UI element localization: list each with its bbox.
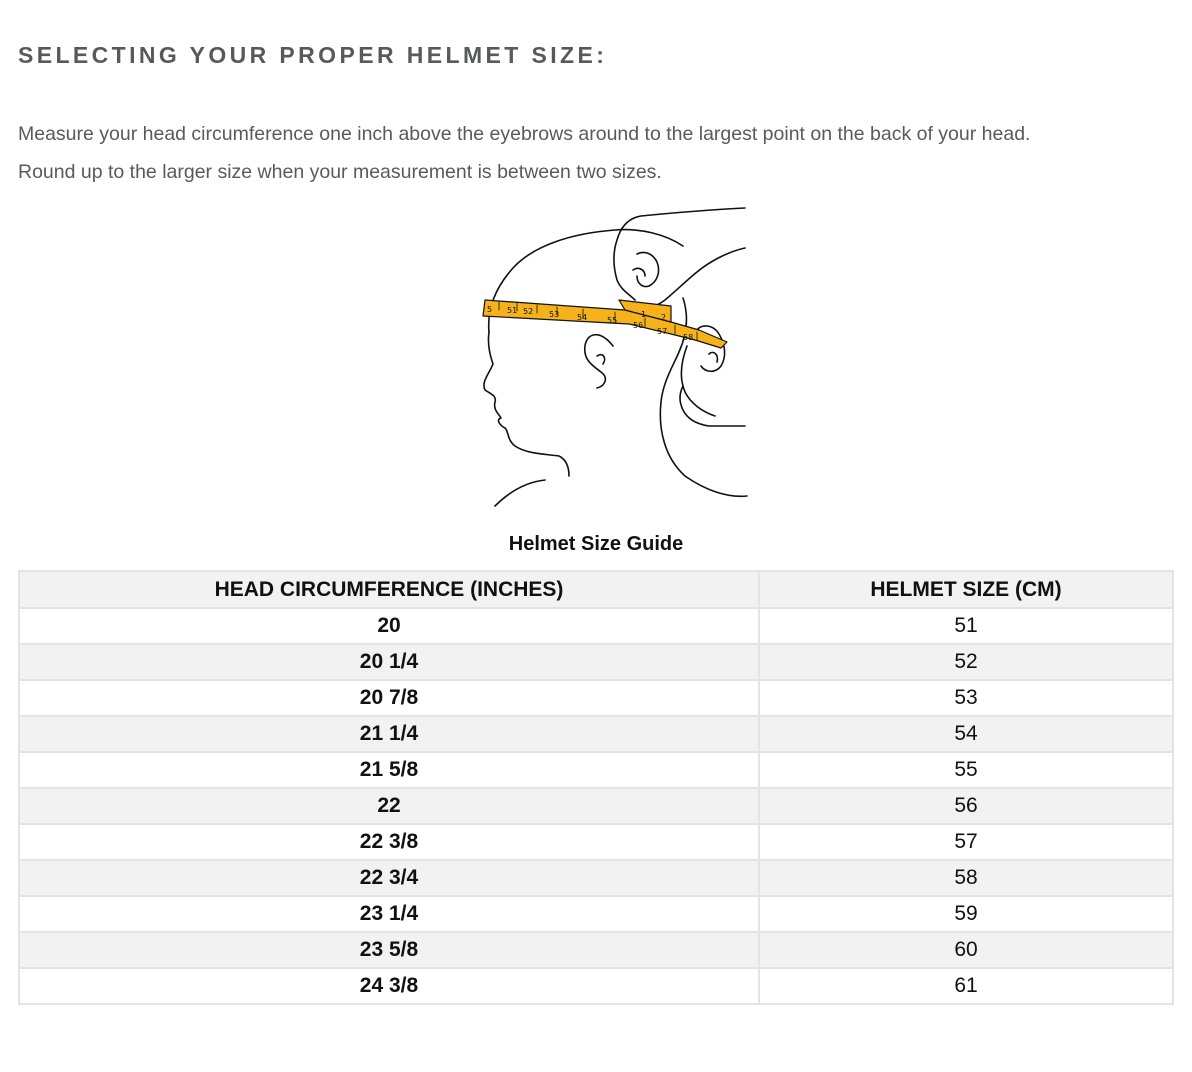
table-row: [19, 968, 1173, 1004]
cm-cell: 51: [759, 608, 1173, 644]
svg-text:51: 51: [507, 306, 518, 315]
table-row: [19, 644, 1173, 680]
inches-cell: 20 7/8: [19, 680, 759, 716]
cm-cell: 58: [759, 860, 1173, 896]
svg-text:53: 53: [549, 310, 560, 319]
cm-cell: 55: [759, 752, 1173, 788]
svg-text:52: 52: [523, 307, 534, 316]
cm-cell: 61: [759, 968, 1173, 1004]
table-row: [19, 932, 1173, 968]
cm-cell: 59: [759, 896, 1173, 932]
svg-text:5: 5: [487, 305, 493, 314]
head-measuring-illustration: [465, 206, 755, 512]
svg-text:1: 1: [641, 310, 647, 319]
head-measuring-tape-illustration-icon: [465, 206, 755, 512]
inches-cell: 23 1/4: [19, 896, 759, 932]
inches-cell: 24 3/8: [19, 968, 759, 1004]
svg-text:54: 54: [577, 313, 588, 322]
cm-cell: 54: [759, 716, 1173, 752]
intro-line-1: Measure your head circumference one inch above the eyebrows around to the largest point on the back of your head.: [18, 123, 1031, 145]
table-row: [19, 860, 1173, 896]
cm-cell: 57: [759, 824, 1173, 860]
page-heading: SELECTING YOUR PROPER HELMET SIZE:: [18, 42, 608, 68]
cm-cell: 56: [759, 788, 1173, 824]
table-header-row: [19, 571, 1173, 608]
header-helmet-size: HELMET SIZE (CM): [759, 571, 1173, 608]
table-caption: Helmet Size Guide: [508, 533, 684, 555]
svg-text:56: 56: [633, 321, 644, 330]
table-row: [19, 824, 1173, 860]
helmet-size-table: [18, 570, 1174, 1005]
table-row: [19, 752, 1173, 788]
inches-cell: 20 1/4: [19, 644, 759, 680]
svg-text:58: 58: [683, 333, 694, 342]
inches-cell: 20: [19, 608, 759, 644]
intro-line-2: Round up to the larger size when your measurement is between two sizes.: [18, 161, 662, 183]
table-row: [19, 608, 1173, 644]
cm-cell: 52: [759, 644, 1173, 680]
inches-cell: 22 3/8: [19, 824, 759, 860]
cm-cell: 53: [759, 680, 1173, 716]
header-head-circumference: HEAD CIRCUMFERENCE (INCHES): [19, 571, 759, 608]
inches-cell: 22: [19, 788, 759, 824]
table-row: [19, 716, 1173, 752]
table-row: [19, 788, 1173, 824]
inches-cell: 21 1/4: [19, 716, 759, 752]
intro-text: [18, 115, 1168, 191]
table-row: [19, 680, 1173, 716]
cm-cell: 60: [759, 932, 1173, 968]
table-row: [19, 896, 1173, 932]
svg-text:2: 2: [661, 313, 667, 322]
inches-cell: 22 3/4: [19, 860, 759, 896]
inches-cell: 23 5/8: [19, 932, 759, 968]
svg-text:55: 55: [607, 316, 618, 325]
svg-text:57: 57: [657, 327, 668, 336]
inches-cell: 21 5/8: [19, 752, 759, 788]
